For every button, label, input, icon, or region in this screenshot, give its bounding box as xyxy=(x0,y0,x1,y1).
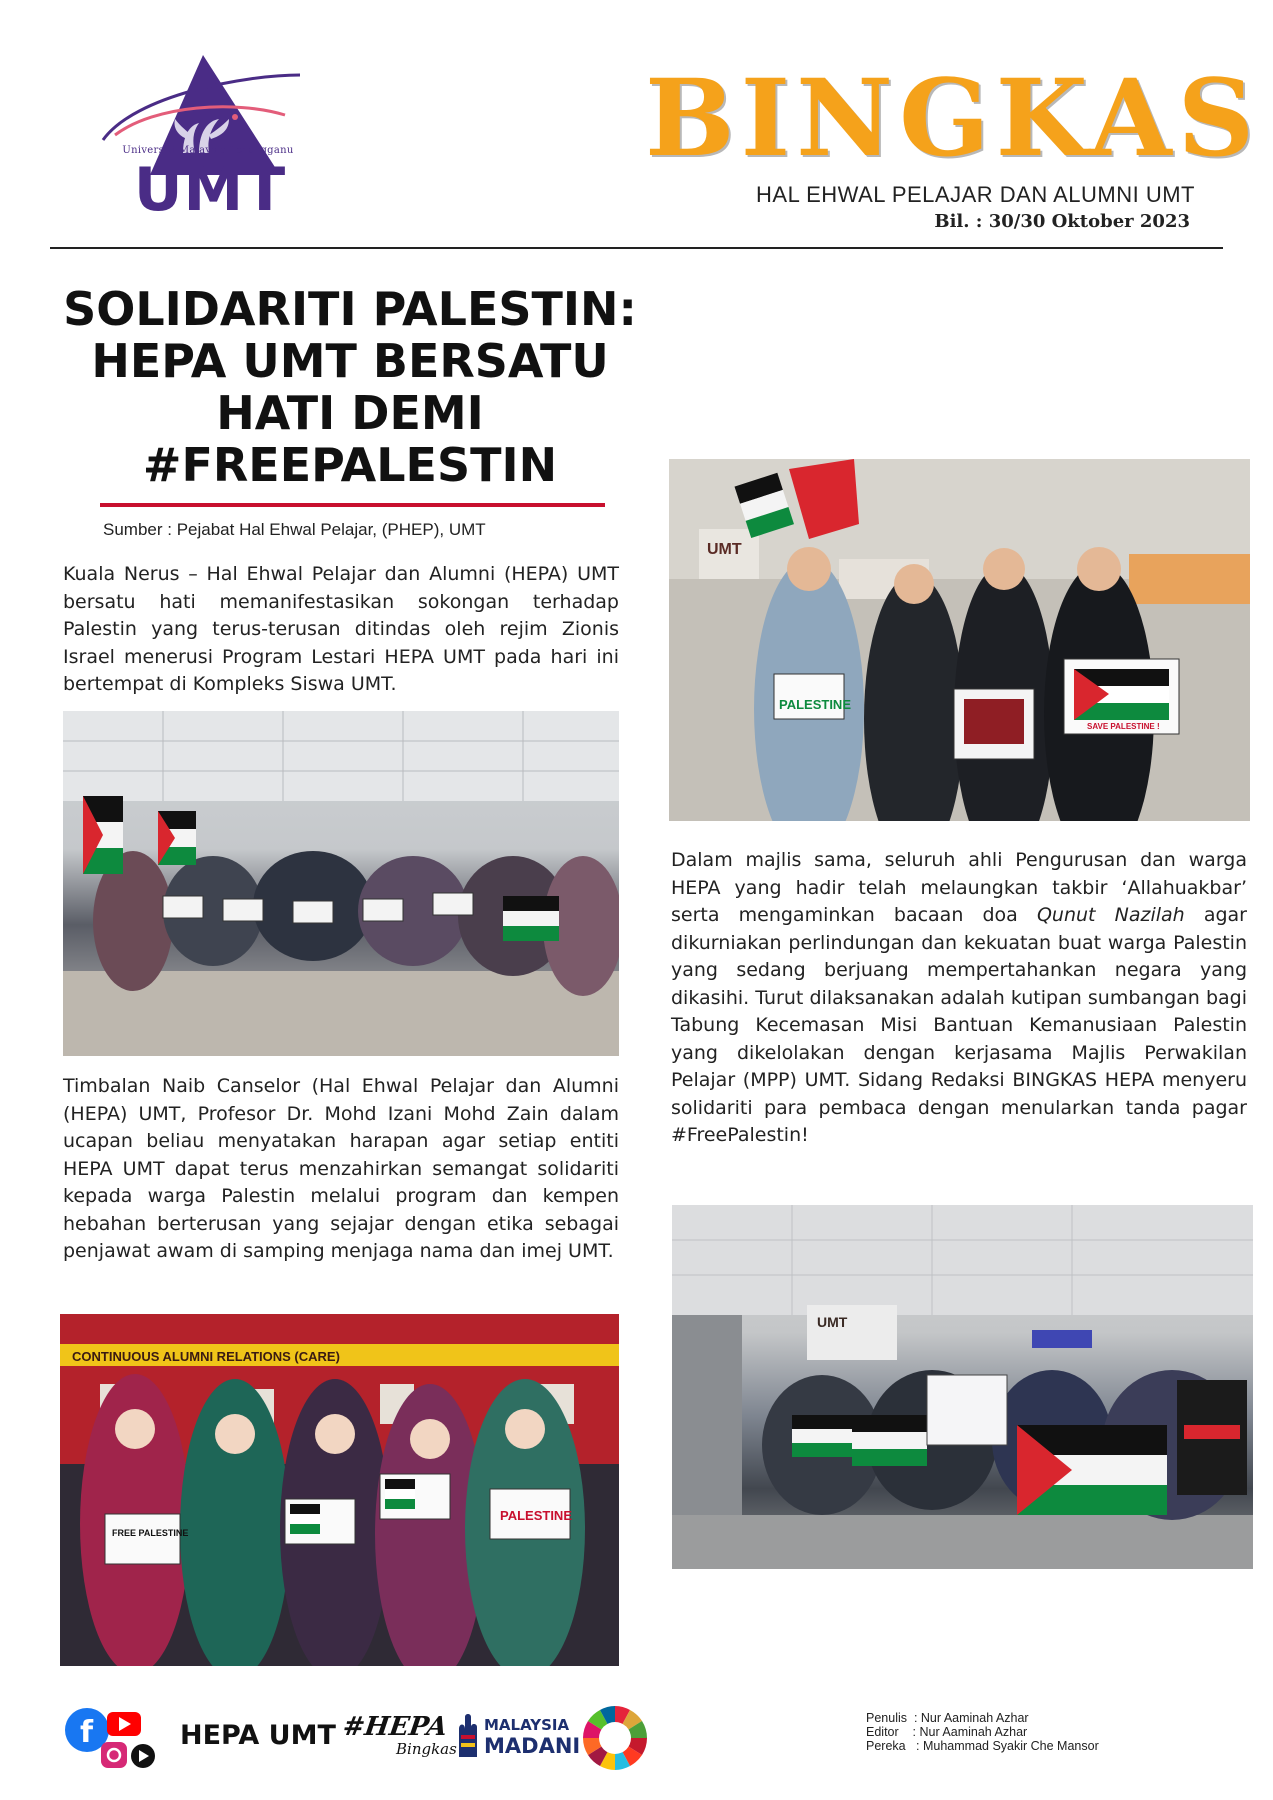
group-photo-image xyxy=(63,711,619,1056)
svg-text:f: f xyxy=(80,1715,94,1750)
headline-underline xyxy=(100,503,605,507)
social-icons xyxy=(63,1706,171,1770)
article-source: Sumber : Pejabat Hal Ehwal Pelajar, (PHEP), UMT xyxy=(103,520,486,539)
newsletter-subtitle: HAL EHWAL PELAJAR DAN ALUMNI UMT xyxy=(756,182,1195,207)
logo-acronym: UMT xyxy=(133,155,287,225)
alumni-photo-image xyxy=(60,1314,619,1666)
paragraph-ceremony-italic: Qunut Nazilah xyxy=(1036,904,1185,926)
headline-line: #FREEPALESTIN xyxy=(142,438,558,492)
footer-hashtag-sub: Bingkas xyxy=(396,1740,457,1758)
alumni-banner-text: CONTINUOUS ALUMNI RELATIONS (CARE) xyxy=(72,1349,340,1364)
leaders-photo xyxy=(669,459,1250,821)
crowd-photo xyxy=(672,1205,1253,1569)
university-name: Universiti Malaysia Terengganu xyxy=(122,145,294,156)
newsletter-title: BINGKAS xyxy=(645,55,1261,180)
issue-number: Bil. : 30/30 Oktober 2023 xyxy=(934,211,1190,232)
paragraph-intro: Kuala Nerus – Hal Ehwal Pelajar dan Alumni (HEPA) UMT bersatu hati memanifestasikan sokongan terhadap Palestin yang terus-terusan ditindas oleh rejim Zionis Israel menerusi Program Lestari HEPA UMT pada hari ini bertempat di Kompleks Siswa UMT. xyxy=(63,563,619,695)
leaders-photo-image xyxy=(669,459,1250,821)
crowd-wall-sign: UMT xyxy=(817,1314,848,1330)
paragraph-ceremony xyxy=(671,847,1247,1150)
group-photo xyxy=(63,711,619,1056)
madani-line-1: MALAYSIA xyxy=(484,1716,570,1734)
paragraph-ceremony-text-a: Dalam majlis sama, seluruh ahli Pengurusan dan warga HEPA yang hadir telah melaungkan takbir ‘Allahuakbar’ serta mengaminkan bacaan doa xyxy=(671,849,1247,926)
alumni-sign-palestine: PALESTINE xyxy=(500,1508,572,1523)
headline-line: HEPA UMT BERSATU xyxy=(91,334,609,388)
footer-hashtag: #HEPA xyxy=(340,1712,450,1742)
alumni-photo xyxy=(60,1314,619,1666)
article-credits: Penulis : Nur Aaminah Azhar Editor : Nur Aaminah Azhar Pereka : Muhammad Syakir Che Mansor xyxy=(866,1711,1099,1753)
leaders-sign-palestine: PALESTINE xyxy=(779,697,851,712)
hand-icon xyxy=(455,1713,483,1757)
footer-brand: HEPA UMT xyxy=(180,1720,336,1751)
leaders-wall-sign: UMT xyxy=(707,541,742,558)
article-headline xyxy=(40,283,660,491)
paragraph-speech: Timbalan Naib Canselor (Hal Ehwal Pelajar dan Alumni (HEPA) UMT, Profesor Dr. Mohd Izani Mohd Zain dalam ucapan beliau menyatakan harapan agar setiap entiti HEPA UMT dapat terus menzahirkan semangat solidariti kepada warga Palestin melalui program dan kempen hebahan berterusan yang sejajar dengan etika sebagai penjawat awam di samping menjaga nama dan imej UMT. xyxy=(63,1075,619,1262)
headline-line: SOLIDARITI PALESTIN: xyxy=(63,282,637,336)
crowd-photo-image xyxy=(672,1205,1253,1569)
alumni-sign-free-palestine: FREE PALESTINE xyxy=(112,1528,189,1538)
instagram-icon xyxy=(101,1742,127,1768)
paragraph-ceremony-text-b: agar dikurniakan perlindungan dan kekuatan buat warga Palestin yang sedang berjuang mempertahankan negara yang dikasihi. Turut dilaksanakan adalah kutipan sumbangan bagi Tabung Kecemasan Misi Bantuan Kemanusiaan Palestin yang dikelolakan dengan kerjasama Majlis Perwakilan Pelajar (MPP) UMT. Sidang Redaksi BINGKAS HEPA menyeru solidariti para pembaca dengan menularkan tanda pagar #FreePalestin! xyxy=(671,904,1247,1146)
headline-line: HATI DEMI xyxy=(216,386,484,440)
header-divider xyxy=(50,247,1223,249)
sdg-wheel-icon xyxy=(580,1703,650,1773)
madani-line-2: MADANI xyxy=(484,1734,581,1758)
leaders-sign-save-palestine: SAVE PALESTINE ! xyxy=(1087,722,1160,731)
